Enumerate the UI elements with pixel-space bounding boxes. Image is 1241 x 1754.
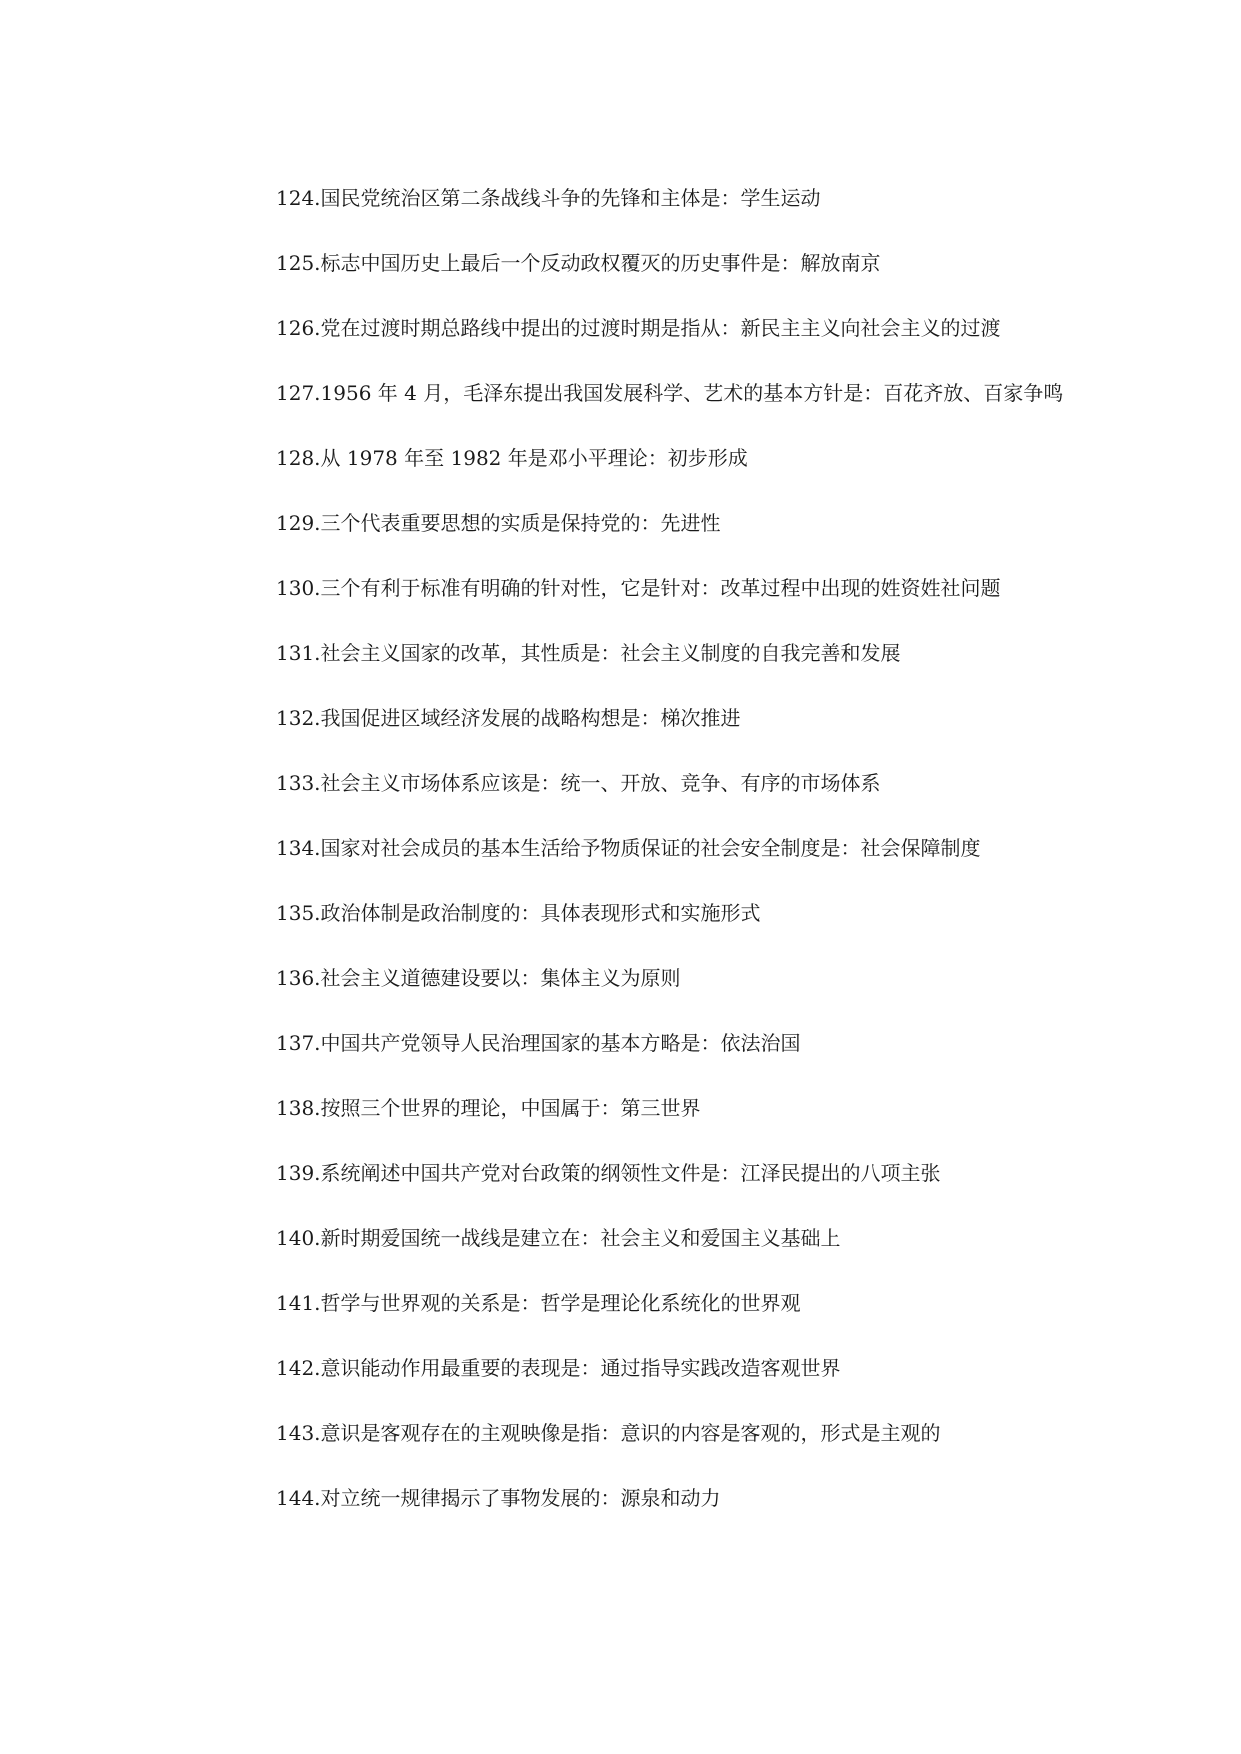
list-item: 138.按照三个世界的理论，中国属于：第三世界 [276, 1096, 701, 1120]
list-item: 137.中国共产党领导人民治理国家的基本方略是：依法治国 [276, 1031, 801, 1055]
list-item: 125.标志中国历史上最后一个反动政权覆灭的历史事件是：解放南京 [276, 251, 881, 275]
list-item: 144.对立统一规律揭示了事物发展的：源泉和动力 [276, 1486, 721, 1510]
list-item: 140.新时期爱国统一战线是建立在：社会主义和爱国主义基础上 [276, 1226, 841, 1250]
list-item: 129.三个代表重要思想的实质是保持党的：先进性 [276, 511, 721, 535]
list-item: 128.从 1978 年至 1982 年是邓小平理论：初步形成 [276, 446, 748, 470]
list-item: 124.国民党统治区第二条战线斗争的先锋和主体是：学生运动 [276, 186, 821, 210]
list-item: 132.我国促进区域经济发展的战略构想是：梯次推进 [276, 706, 741, 730]
list-item: 141.哲学与世界观的关系是：哲学是理论化系统化的世界观 [276, 1291, 801, 1315]
list-item: 135.政治体制是政治制度的：具体表现形式和实施形式 [276, 901, 761, 925]
list-item: 134.国家对社会成员的基本生活给予物质保证的社会安全制度是：社会保障制度 [276, 836, 981, 860]
question-answer-list [188, 182, 1068, 1547]
list-item: 127.1956 年 4 月，毛泽东提出我国发展科学、艺术的基本方针是：百花齐放、百家争鸣 [276, 381, 1064, 405]
list-item: 139.系统阐述中国共产党对台政策的纲领性文件是：江泽民提出的八项主张 [276, 1161, 941, 1185]
list-item: 142.意识能动作用最重要的表现是：通过指导实践改造客观世界 [276, 1356, 841, 1380]
list-item: 126.党在过渡时期总路线中提出的过渡时期是指从：新民主主义向社会主义的过渡 [276, 316, 1001, 340]
list-item: 130.三个有利于标准有明确的针对性，它是针对：改革过程中出现的姓资姓社问题 [276, 576, 1001, 600]
list-item: 143.意识是客观存在的主观映像是指：意识的内容是客观的，形式是主观的 [276, 1421, 941, 1445]
list-item: 131.社会主义国家的改革，其性质是：社会主义制度的自我完善和发展 [276, 641, 901, 665]
list-item: 136.社会主义道德建设要以：集体主义为原则 [276, 966, 681, 990]
list-item: 133.社会主义市场体系应该是：统一、开放、竞争、有序的市场体系 [276, 771, 881, 795]
